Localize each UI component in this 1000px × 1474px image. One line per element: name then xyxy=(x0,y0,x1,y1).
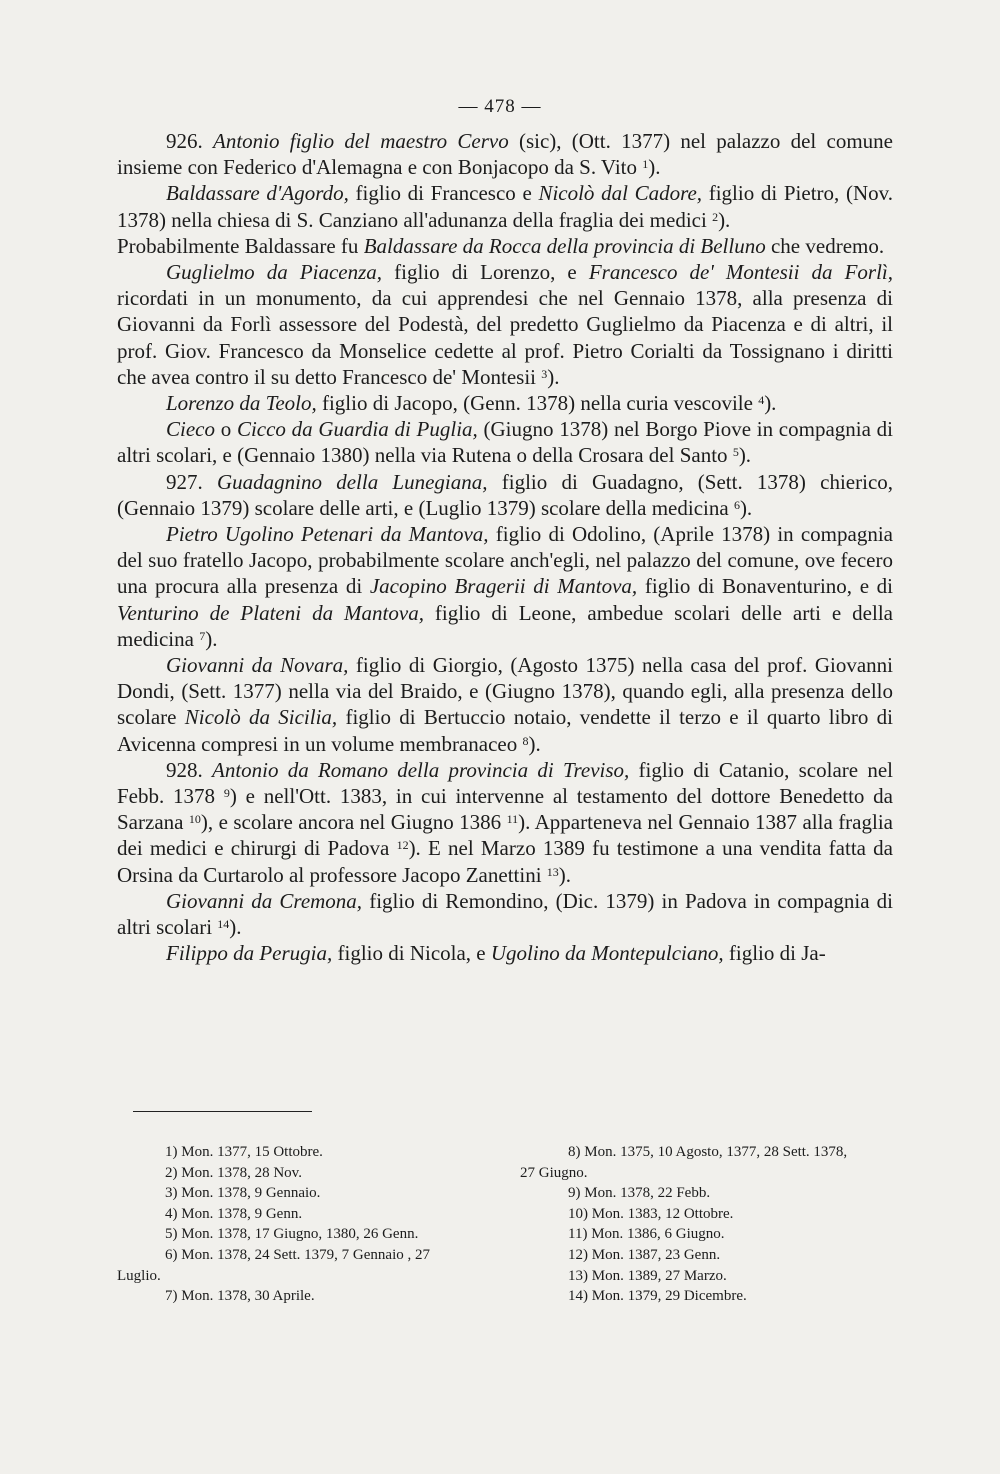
text-run: ricordati in un monumento, da cui apprendesi che nel Gennaio 1378, alla presenza di Giovanni da Forlì assessore del Podestà, del predetto Guglielmo da Piacenza e di altri, il prof. Giov. Francesco da Monselice cedette al prof. Pietro Corialti da Tossignano i diritti che avea contro il su detto Francesco de' Montesii xyxy=(117,286,893,389)
text-run: che vedremo. xyxy=(765,233,885,258)
paragraph xyxy=(117,416,893,468)
italic-name: Guglielmo da Piacenza, xyxy=(166,260,383,285)
italic-name: Francesco de' Montesii da Forlì, xyxy=(588,260,893,285)
italic-name: Guadagnino della Lunegiana, xyxy=(216,469,488,494)
footnote-mark: 1) xyxy=(165,1144,178,1160)
text-run: ). xyxy=(558,862,572,887)
paragraph xyxy=(117,180,893,232)
italic-name: Antonio da Romano della provincia di Treviso, xyxy=(212,757,630,782)
text-run: ). xyxy=(547,364,560,389)
text-run: (Giugno 1378) nel Borgo Piove in compagnia di altri scolari, e (Gennaio 1380) nella via Rutena o della Crosara del Santo xyxy=(117,417,893,468)
text-run: ). xyxy=(205,626,218,651)
footnote xyxy=(117,1142,493,1163)
footnote xyxy=(520,1142,895,1163)
footnote-mark: 7) xyxy=(165,1288,178,1305)
text-run: figlio di Ja- xyxy=(723,941,826,966)
footnote-text: Mon. 1389, 27 Marzo. xyxy=(591,1267,727,1284)
footnote-mark: 11) xyxy=(568,1226,588,1243)
footnotes-left-column xyxy=(117,1142,493,1307)
footnote-reference: 3 xyxy=(541,366,548,381)
footnote xyxy=(520,1204,895,1225)
paragraph xyxy=(117,390,893,416)
paragraph xyxy=(117,888,893,940)
italic-name: Giovanni da Novara, xyxy=(166,653,349,678)
paragraph xyxy=(117,233,893,259)
text-run: figlio di Guadagno, (Sett. 1378) chierico, (Gennaio 1379) scolare delle arti, e (Luglio 1379) scolare della medicina xyxy=(117,469,894,520)
footnote-mark: 13) xyxy=(568,1267,588,1284)
paragraph xyxy=(117,259,893,390)
footnote-mark: 6) xyxy=(165,1246,178,1263)
footnotes-right-column xyxy=(520,1142,895,1307)
footnote-mark: 12) xyxy=(568,1246,588,1263)
footnote-reference: 7 xyxy=(199,628,206,643)
italic-name: Giovanni da Cremona, xyxy=(166,888,363,913)
text-run: figlio di Bonaventurino, e di xyxy=(637,574,893,599)
text-run: figlio di Pietro, (Nov. 1378) nella chiesa di S. Canziano all'adunanza della fraglia dei medici xyxy=(117,181,893,232)
footnote-reference: 2 xyxy=(712,209,719,224)
footnote-reference: 11 xyxy=(506,812,519,827)
footnote-text: Mon. 1383, 12 Ottobre. xyxy=(591,1205,734,1222)
text-run: ). xyxy=(738,443,752,468)
paragraph xyxy=(117,128,893,180)
footnote-text: Mon. 1379, 29 Dicembre. xyxy=(591,1288,747,1305)
text-run: figlio di Giorgio, (Agosto 1375) nella casa del prof. Giovanni Dondi, (Sett. 1377) nella via del Braido, e (Giugno 1378), quando egli, alla presenza dello scolare xyxy=(117,653,893,730)
italic-name: Filippo da Perugia, xyxy=(166,941,333,966)
footnote-reference: 6 xyxy=(733,497,740,512)
text-run: o xyxy=(214,417,237,442)
footnote-continuation: 27 Giugno. xyxy=(520,1164,588,1181)
page-number: — 478 — xyxy=(458,96,542,117)
footnote-reference: 9 xyxy=(223,786,230,801)
italic-name: Baldassare da Rocca della provincia di Belluno xyxy=(363,233,766,258)
italic-name: Lorenzo da Teolo, xyxy=(166,391,317,416)
footnote-rule xyxy=(133,1111,312,1112)
text-run: ). xyxy=(739,495,753,520)
text-run: 927. xyxy=(166,469,217,494)
footnote-text: Mon. 1386, 6 Giugno. xyxy=(591,1226,725,1243)
paragraph xyxy=(117,940,893,966)
text-run: ). xyxy=(648,155,661,180)
italic-name: Cieco xyxy=(166,417,215,442)
footnote-text: Mon. 1378, 28 Nov. xyxy=(181,1164,302,1181)
footnote-text: Mon. 1378, 17 Giugno, 1380, 26 Genn. xyxy=(181,1226,419,1243)
italic-name: Nicolò da Sicilia, xyxy=(184,705,338,730)
footnote-reference: 5 xyxy=(732,445,739,460)
paragraph xyxy=(117,521,893,652)
footnote-mark: 2) xyxy=(165,1164,178,1181)
italic-name: Cicco da Guardia di Puglia, xyxy=(236,417,478,442)
footnote-mark: 9) xyxy=(568,1185,581,1202)
footnote xyxy=(520,1245,895,1266)
footnote-mark: 8) xyxy=(568,1144,581,1160)
footnote-mark: 3) xyxy=(165,1185,178,1202)
footnote-text: Mon. 1378, 9 Genn. xyxy=(181,1205,303,1222)
footnote-reference: 12 xyxy=(396,838,409,853)
footnote-reference: 13 xyxy=(546,864,559,879)
footnote-text: Mon. 1378, 30 Aprile. xyxy=(181,1288,315,1305)
footnote-reference: 1 xyxy=(642,157,649,172)
footnote-reference: 4 xyxy=(758,393,765,408)
footnote-reference: 14 xyxy=(217,917,230,932)
footnote-text: Mon. 1377, 15 Ottobre. xyxy=(181,1144,323,1160)
footnote xyxy=(117,1204,493,1225)
footnote-text: Mon. 1378, 24 Sett. 1379, 7 Gennaio , 27 xyxy=(181,1246,430,1263)
text-run: figlio di Lorenzo, e xyxy=(382,260,589,285)
italic-name: Jacopino Bragerii di Mantova, xyxy=(369,574,638,599)
italic-name: Antonio figlio del maestro Cervo xyxy=(213,129,509,153)
paragraph xyxy=(117,652,893,757)
footnote xyxy=(117,1224,493,1245)
italic-name: Nicolò dal Cadore, xyxy=(538,181,703,206)
footnote xyxy=(520,1183,895,1204)
footnote-mark: 4) xyxy=(165,1205,178,1222)
text-run: figlio di Catanio, scolare nel Febb. 1378 xyxy=(117,757,893,809)
text-run: Probabilmente Baldassare fu xyxy=(117,233,364,258)
italic-name: Ugolino da Montepulciano, xyxy=(490,941,724,966)
footnote-mark: 5) xyxy=(165,1226,178,1243)
text-run: ). Apparteneva nel Gennaio 1387 alla fraglia dei medici e chirurgi di Padova xyxy=(117,810,893,861)
italic-name: Baldassare d'Agordo, xyxy=(166,181,349,206)
footnote xyxy=(520,1286,895,1307)
footnote-mark: 14) xyxy=(568,1288,588,1305)
paragraph xyxy=(117,757,893,888)
text-run: (sic), (Ott. 1377) nel palazzo del comune insieme con Federico d'Alemagna e con Bonjacopo da S. Vito xyxy=(117,129,893,180)
footnote-reference: 8 xyxy=(522,733,529,748)
footnote xyxy=(520,1266,895,1287)
text-run: ) e nell'Ott. 1383, in cui intervenne al testamento del dottore Benedetto da Sarzana xyxy=(117,784,894,835)
text-run: 926. xyxy=(166,129,213,153)
text-run: ). xyxy=(718,207,731,232)
footnote xyxy=(117,1245,493,1266)
footnote-text: Mon. 1378, 22 Febb. xyxy=(584,1185,711,1202)
footnote-continuation: Luglio. xyxy=(117,1267,161,1284)
text-run: figlio di Remondino, (Dic. 1379) in Padova in compagnia di altri scolari xyxy=(117,888,893,940)
text-run: ). xyxy=(528,731,541,756)
text-run: figlio di Leone, ambedue scolari delle arti e della medicina xyxy=(117,600,893,651)
footnote-text: Mon. 1387, 23 Genn. xyxy=(591,1246,721,1263)
italic-name: Venturino de Plateni da Mantova, xyxy=(117,600,424,625)
text-run: figlio di Jacopo, (Genn. 1378) nella curia vescovile xyxy=(316,391,759,416)
text-run: figlio di Francesco e xyxy=(348,181,539,206)
footnote-mark: 10) xyxy=(568,1205,588,1222)
body-text xyxy=(117,128,893,967)
text-run: figlio di Bertuccio notaio, vendette il terzo e il quarto libro di Avicenna compresi in un volume membranaceo xyxy=(117,705,894,756)
footnote xyxy=(117,1286,493,1307)
footnote xyxy=(520,1224,895,1245)
paragraph xyxy=(117,469,893,521)
text-run: figlio di Nicola, e xyxy=(332,941,491,966)
italic-name: Pietro Ugolino Petenari da Mantova, xyxy=(166,522,489,547)
text-run: ), e scolare ancora nel Giugno 1386 xyxy=(200,810,507,835)
text-run: ). xyxy=(764,391,777,416)
text-run: 928. xyxy=(166,757,212,782)
text-run: figlio di Odolino, (Aprile 1378) in compagnia del suo fratello Jacopo, probabilmente scolare anch'egli, nel palazzo del comune, ove fecero una procura alla presenza di xyxy=(117,522,893,599)
text-run: ). xyxy=(229,915,242,940)
footnote-text: Mon. 1378, 9 Gennaio. xyxy=(181,1185,321,1202)
footnote-text: Mon. 1375, 10 Agosto, 1377, 28 Sett. 1378, xyxy=(584,1144,848,1160)
footnote xyxy=(117,1183,493,1204)
footnote-reference: 10 xyxy=(188,812,201,827)
footnote xyxy=(117,1163,493,1184)
text-run: ). E nel Marzo 1389 fu testimone a una vendita fatta da Orsina da Curtarolo al professore Jacopo Zanettini xyxy=(117,836,893,887)
